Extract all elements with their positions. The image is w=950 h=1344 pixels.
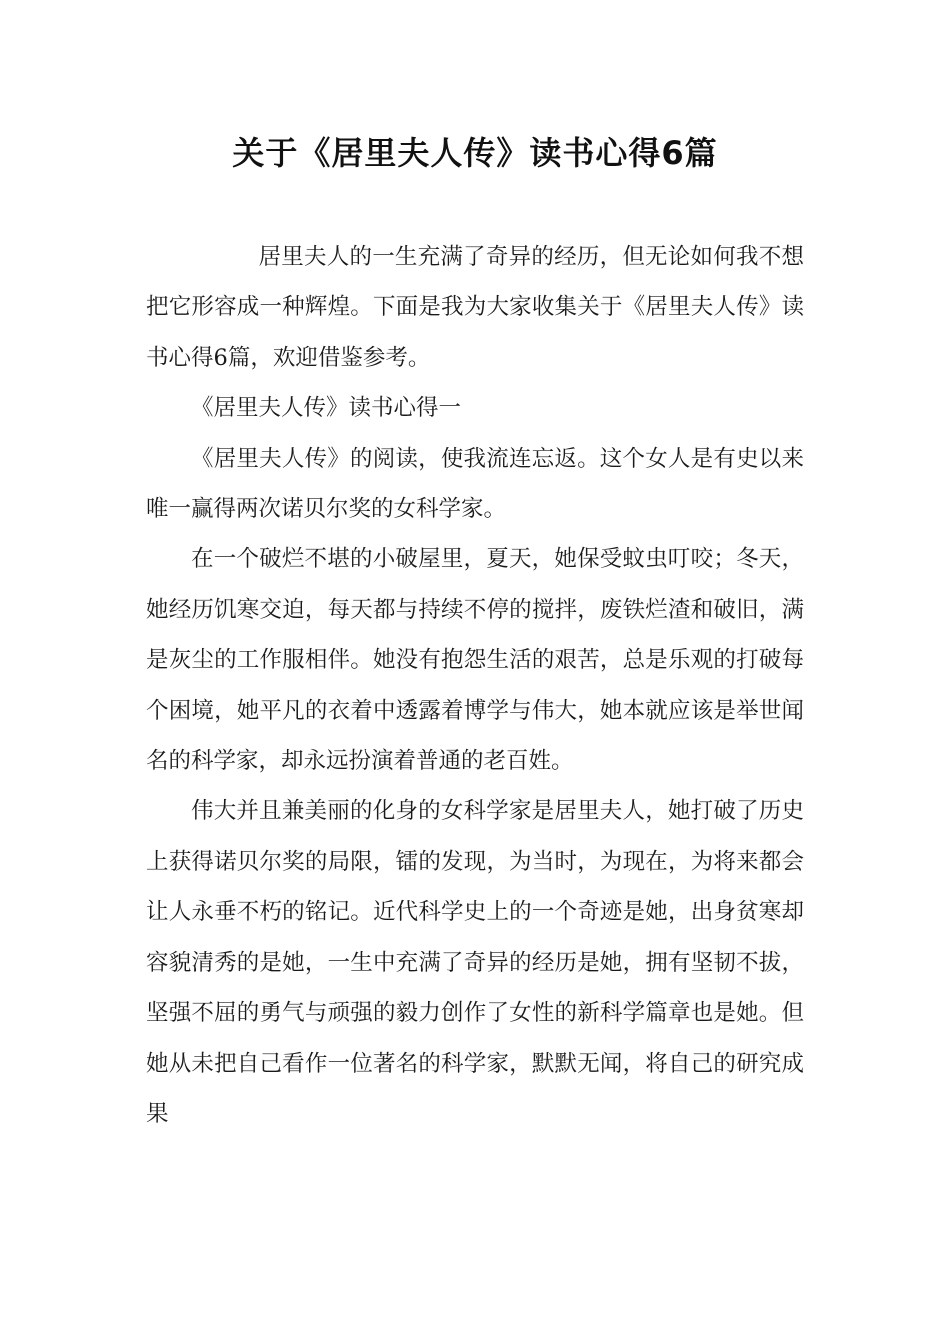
intro-paragraph: 居里夫人的一生充满了奇异的经历，但无论如何我不想把它形容成一种辉煌。下面是我为大家收集关于《居里夫人传》读书心得6篇，欢迎借鉴参考。 xyxy=(146,244,804,371)
body-paragraph: 伟大并且兼美丽的化身的女科学家是居里夫人，她打破了历史上获得诺贝尔奖的局限，镭的发现，为当时，为现在，为将来都会让人永垂不朽的铭记。近代科学史上的一个奇迹是她，出身贫寒却容貌清秀的是她，一生中充满了奇异的经历是她，拥有坚韧不拔，坚强不屈的勇气与顽强的毅力创作了女性的新科学篇章也是她。但她从未把自己看作一位著名的科学家，默默无闻，将自己的研究成果 xyxy=(146,798,804,1127)
document-title: 关于《居里夫人传》读书心得6篇 xyxy=(232,134,718,172)
document-body xyxy=(146,232,804,1139)
body-paragraph: 在一个破烂不堪的小破屋里，夏天，她保受蚊虫叮咬；冬天，她经历饥寒交迫，每天都与持续不停的搅拌，废铁烂渣和破旧，满是灰尘的工作服相伴。她没有抱怨生活的艰苦，总是乐观的打破每个困境，她平凡的衣着中透露着博学与伟大，她本就应该是举世闻名的科学家，却永远扮演着普通的老百姓。 xyxy=(146,546,804,775)
section-heading: 《居里夫人传》读书心得一 xyxy=(191,395,462,422)
body-paragraph: 《居里夫人传》的阅读，使我流连忘返。这个女人是有史以来唯一赢得两次诺贝尔奖的女科学家。 xyxy=(146,445,804,523)
